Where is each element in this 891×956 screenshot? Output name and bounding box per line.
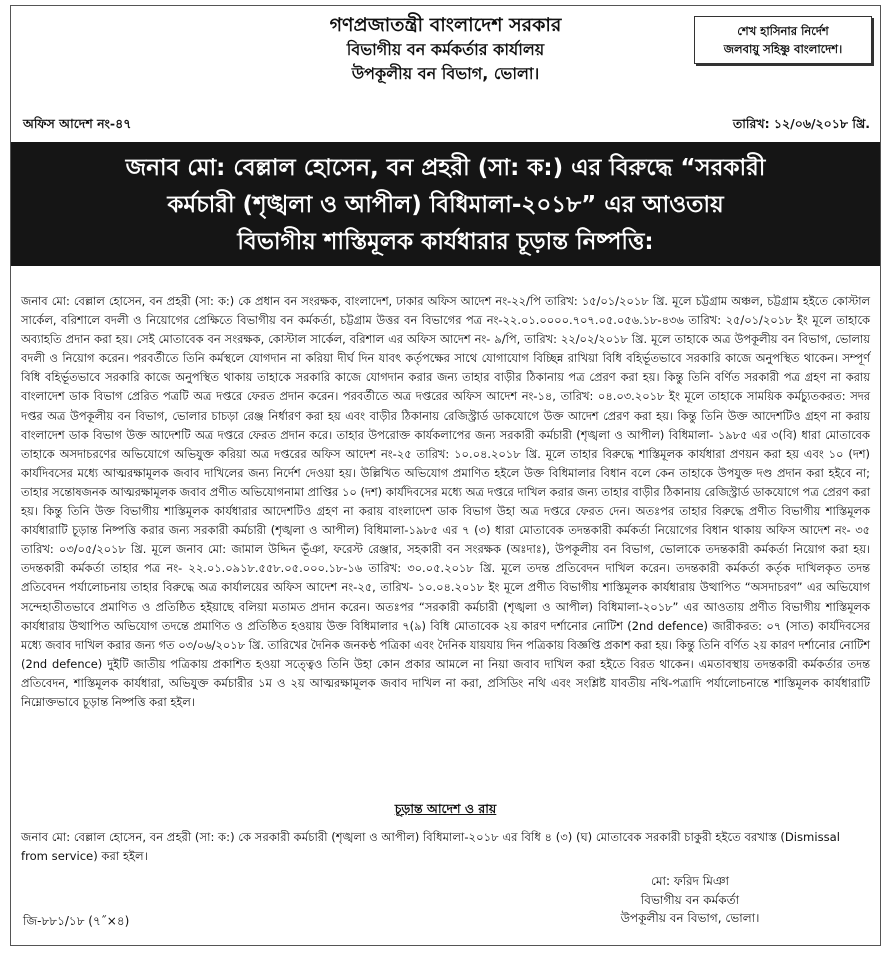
final-order-heading-text: চূড়ান্ত আদেশ ও রায় <box>394 801 497 816</box>
office-name: বিভাগীয় বন কর্মকর্তার কার্যালয় <box>346 40 545 59</box>
signatory-name: মো: ফরিদ মিঞা <box>650 874 730 888</box>
office-order-date: তারিখ: ১২/০৬/২০১৮ খ্রি. <box>732 116 870 131</box>
g-number: জি-৮৮১/১৮ (৭˝×৪) <box>23 914 130 928</box>
slogan-line-1: শেখ হাসিনার নির্দেশ <box>737 24 829 38</box>
headline-line-1: জনাব মো: বেল্লাল হোসেন, বন প্রহরী (সা: ক:) এর বিরুদ্ধে “সরকারী <box>125 155 766 181</box>
headline-line-2: কর্মচারী (শৃঙ্খলা ও আপীল) বিধিমালা-২০১৮” এর আওতায় <box>167 192 724 218</box>
headline-banner <box>11 142 880 266</box>
order-body-paragraph: জনাব মো: বেল্লাল হোসেন, বন প্রহরী (সা: ক:) কে প্রধান বন সংরক্ষক, বাংলাদেশ, ঢাকার অফিস আদেশ নং-২২/পি তারিখ: ১৫/০১/২০১৮ খ্রি. মূলে চট্টগ্রাম অঞ্চল, চট্টগ্রাম হইতে কোস্টাল সার্কেল, বরিশালে বদলী ও নিয়োগের প্রেক্ষিতে বিভাগীয় বন কর্মকর্তা, চট্টগ্রাম উত্তর বন বিভাগের পত্র নং-২২.০১.০০০০.৭০৭.০৫.০৫৬.১৮-৪৩৬ তারিখ: ২৫/০১/২০১৮ ইং মূলে তাহাকে অব্যাহতি প্রদান করা হয়। সেই মোতাবেক বন সংরক্ষক, কোস্টাল সার্কেল, বরিশাল এর অফিস আদেশ নং- ৯/পি, তারিখ: ২২/০২/২০১৮ খ্রি. মূলে তাহাকে অত্র উপকূলীয় বন বিভাগ, ভোলায় বদলী ও নিয়োগ করেন। পরবর্তীতে তিনি কর্মস্থলে যোগদান না করিয়া দীর্ঘ দিন যাবৎ কর্তৃপক্ষের সাথে যোগাযোগ বিচ্ছিন্ন রাখিয়া বিধি বহির্ভূতভাবে সরকারি কাজে অনুপস্থিত থাকেন। সম্পূর্ণ বিধি বহির্ভূতভাবে সরকারি কাজে অনুপস্থিত থাকায় তাহাকে সরকারি কাজে যোগদান করার জন্য তাহার বাড়ীর ঠিকানায় পত্র প্রেরণ করা হয়। কিন্তু তিনি বর্ণিত সরকারী পত্র গ্রহণ না করায় বাংলাদেশ ডাক বিভাগ প্রেরিত পত্রটি অত্র দপ্তরে ফেরত প্রদান করেন। পরবর্তীতে অত্র দপ্তরের অফিস আদেশ নং-১৪, তারিখ: ০৪.০৩.২০১৮ ইং মূলে তাহাকে সাময়িক কর্মচ্যুতকরত: সদর দপ্তর অত্র উপকূলীয় বন বিভাগ, ভোলার চাচড়া রেঞ্জ নির্ধারণ করা হয় এবং বাড়ীর ঠিকানায় রেজিস্ট্রার্ড ডাকযোগে উক্ত আদেশ প্রেরণ করা হয়। কিন্তু তিনি উক্ত আদেশটিও গ্রহণ না করায় বাংলাদেশ ডাক বিভাগ উক্ত আদেশটি অত্র দপ্তরে ফেরত প্রদান করে। তাহার উপরোক্ত কার্যকলাপের জন্য সরকারী কর্মচারী (শৃঙ্খলা ও আপীল) বিধিমালা- ১৯৮৫ এর ৩(বি) ধারা মোতাবেক তাহাকে অসদাচরণের অভিযোগে অভিযুক্ত করিয়া অত্র দপ্তরের অফিস আদেশ নং-২৫ তারিখ: ১০.০৪.২০১৮ খ্রি. মূলে তাহার বিরুদ্ধে শাস্তিমূলক কার্যধারা প্রণয়ন করা হয় এবং ১০ (দশ) কার্যদিবসের মধ্যে আত্মরক্ষামূলক জবাব দাখিলের জন্য নির্দেশ দেওয়া হয়। উল্লিখিত অভিযোগ প্রমাণিত হইলে উক্ত বিধিমালার বিধান বলে কেন তাহাকে উপযুক্ত দণ্ড প্রদান করা হইবে না; তাহার সন্তোষজনক আত্মরক্ষামূলক জবাব প্রণীত অভিযোগনামা প্রাপ্তির ১০ (দশ) কার্যদিবসের মধ্যে অত্র দপ্তরে দাখিল করার জন্য তাহার বাড়ীর ঠিকানায় রেজিস্ট্রার্ড ডাকযোগে পত্র প্রেরণ করা হয়। কিন্তু তিনি উক্ত বিভাগীয় শাস্তিমূলক কার্যধারার আদেশটিও গ্রহণ না করায় বাংলাদেশ ডাক বিভাগ উহা অত্র দপ্তরে ফেরত দেন। অতঃপর তাহার বিরুদ্ধে প্রণীত বিভাগীয় শাস্তিমূলক কার্যধারাটি চূড়ান্ত নিষ্পত্তি করার জন্য সরকারী কর্মচারী (শৃঙ্খলা ও আপীল) বিধিমালা-১৯৮৫ এর ৭ (৩) ধারা মোতাবেক তদন্তকারী কর্মকর্তা নিয়োগের বিধান থাকায় অফিস আদেশ নং- ৩৫ তারিখ: ০৩/০৫/২০১৮ খ্রি. মূলে জনাব মো: জামাল উদ্দিন ভূঁঞা, ফরেস্ট রেঞ্জার, সহকারী বন সংরক্ষক (অঃদাঃ), উপকূলীয় বন বিভাগ, ভোলাকে তদন্তকারী কর্মকর্তা নিয়োগ করা হয়। তদন্তকারী কর্মকর্তা তাহার পত্র নং- ২২.০১.০৯১৮.৫৫৮.০৫.০০০.১৮-১৬ তারিখ: ৩০.০৫.২০১৮ খ্রি. মূলে তদন্ত প্রতিবেদন দাখিল করেন। তদন্তকারী কর্মকর্তা কর্তৃক দাখিলকৃত তদন্ত প্রতিবেদন পর্যালোচনায় তাহার বিরুদ্ধে অত্র কার্যালয়ের অফিস আদেশ নং-২৫, তারিখ- ১০.০৪.২০১৮ ইং মূলে প্রণীত বিভাগীয় শাস্তিমূলক কার্যধারায় উত্থাপিত “অসদাচরণ” এর অভিযোগ সন্দেহাতীতভাবে প্রমাণিত ও প্রতিষ্ঠিত হইয়াছে বলিয়া মতামত প্রদান করেন। অতঃপর “সরকারী কর্মচারী (শৃঙ্খলা ও আপীল) বিধিমালা-২০১৮” এর আওতায় প্রণীত বিভাগীয় শাস্তিমূলক কার্যধারায় উত্থাপিত অভিযোগ তদন্তে প্রমাণিত ও প্রতিষ্ঠিত হওয়ায় উক্ত বিধিমালার ৭(৯) বিধি মোতাবেক ২য় কারণ দর্শানোর নোটিশ (2nd defence) জারীকরত: ০৭ (সাত) কার্যদিবসের মধ্যে জবাব দাখিল করার জন্য গত ০৩/০৬/২০১৮ খ্রি. তারিখের দৈনিক জনকণ্ঠ পত্রিকা এবং দৈনিক যায়যায় দিন পত্রিকায় বিজ্ঞপ্তি প্রকাশ করা হয়। কিন্তু তিনি বর্ণিত ২য় কারণ দর্শানোর নোটিশ (2nd defence) দুইটি জাতীয় পত্রিকায় প্রকাশিত হওয়া সত্ত্বেও তিনি উহা কোন প্রকার আমলে না নিয়া জবাব দাখিল করা হইতে বিরত থাকেন। এমতাবস্থায় তদন্তকারী কর্মকর্তার তদন্ত প্রতিবেদন, শাস্তিমূলক কার্যধারা, অভিযুক্ত কর্মচারীর ১ম ও ২য় আত্মরক্ষামূলক জবাব দাখিল না করা, প্রসিডিং নথি এবং সংশ্লিষ্ট যাবতীয় নথি-পত্রাদি পর্যালোচনান্তে শাস্তিমূলক কার্যধারাটি নিম্নোক্তভাবে চূড়ান্ত নিষ্পত্তি করা হইল। <box>21 294 870 709</box>
signature-block <box>600 872 780 928</box>
government-name: গণপ্রজাতন্ত্রী বাংলাদেশ সরকার <box>329 14 562 36</box>
slogan-box <box>694 16 872 64</box>
signatory-office: উপকূলীয় বন বিভাগ, ভোলা। <box>620 911 760 925</box>
division-name: উপকূলীয় বন বিভাগ, ভোলা। <box>351 64 540 83</box>
signatory-designation: বিভাগীয় বন কর্মকর্তা <box>640 892 740 907</box>
final-order-text: জনাব মো: বেল্লাল হোসেন, বন প্রহরী (সা: ক:) কে সরকারী কর্মচারী (শৃঙ্খলা ও আপীল) বিধিমালা-২০১৮ এর বিধি ৪ (৩) (ঘ) মোতাবেক সরকারী চাকুরী হইতে বরখাস্ত (Dismissal from service) করা হইল। <box>21 830 840 863</box>
office-order-number: অফিস আদেশ নং-৪৭ <box>23 116 132 131</box>
headline-line-3: বিভাগীয় শাস্তিমূলক কার্যধারার চূড়ান্ত নিষ্পত্তি: <box>237 229 654 255</box>
slogan-line-2: জলবায়ু সহিষ্ণু বাংলাদেশ। <box>723 42 843 56</box>
office-order-document <box>10 5 881 946</box>
final-order-heading <box>11 801 880 821</box>
